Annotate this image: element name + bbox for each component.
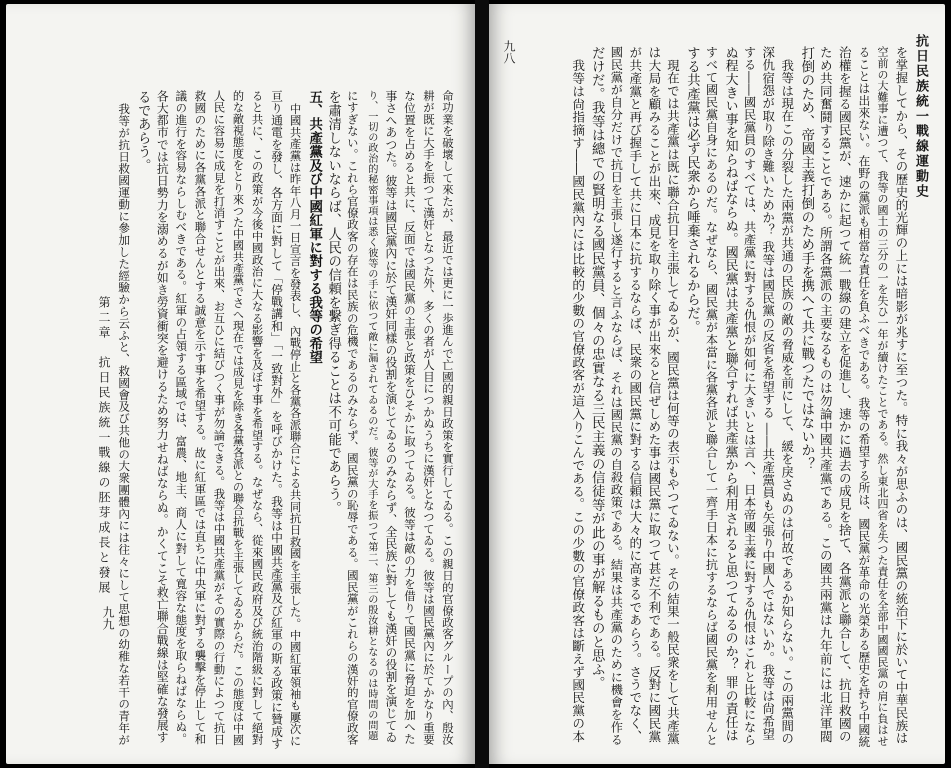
text-column: 議の進行を容易ならしむべきである。紅軍の占領する區域では、富農、地主、商人に對して寬容な態度を取らねばならぬ。	[174, 90, 189, 745]
text-column: り、一切の政治的秘密事項は悉く彼等の手に依つて敵に漏されてゐるのだ。彼等が大手を振つて第二、第三の殷汝耕となるのは時間の問題	[365, 90, 377, 741]
text-column: 命功業を破壞して來たが、最近では更に一歩進んで亡國的親日政策を實行してゐる。この親日的官僚政客グループの內、殷汝	[441, 90, 455, 746]
text-column: 現在では共產黨は既に聯合抗日を主張してゐるが、國民黨は何等の表示もやつてゐない。その結果一般民衆をして共產黨	[665, 59, 681, 746]
text-column: 亘り通電を發し、各方面に對して「停戰講和」「一致對外」を呼びかけた。我等は中國共產黨及び紅軍の斯る政策に贊成す	[269, 90, 284, 750]
text-column: 我等が抗日救國運動に參加した經驗から云ふと、救國會及び共他の大衆團體內には往々にして思想の幼稚な若干の青年が	[117, 103, 132, 746]
text-column: 耕が既に大手を振つて漢奸となつた外、多くの者が人目につかぬうちに漢奸となつてゐる。彼等は國民黨內に於てかなり重要	[421, 90, 436, 746]
text-column: する――國民黨員のすべては、共產黨に對する仇恨が如何に大きいとは言へ、日本帝國主義に對する仇恨はこれと比較になら	[742, 46, 757, 746]
text-column: 各大都市では抗日勢力を溺めるが如き勞資衝突を避けるため努力せねばならぬ。かくてこそ救亡聯合戰線は堅確な發展す	[155, 90, 170, 744]
text-column: ため共同奮鬪することである。所謂各黨派の主要なるものは勿論中國共產黨である。この國共兩黨は九年前には北洋軍閥	[817, 46, 833, 743]
text-column: すべて國民黨自身にあるのだ。なぜなら、國民黨が本當に各黨各派と聯合して一齊手日本に抗するならば國民黨を利用せんと	[704, 46, 719, 746]
right-page-text	[568, 46, 911, 750]
right-running-header: 抗日民族統一戰線運動史	[913, 34, 928, 199]
text-column: にすぎない。これら官僚政客の存在は民族の危機であるのみならず、國民黨の恥辱である。國民黨がこれらの漢奸的官僚政客	[345, 90, 360, 746]
text-column: が共產黨と再び握手して共に日本に抗するならば、民衆の國民黨に對する信頼は大々的に高まるであらう。さうでなく、	[627, 46, 643, 743]
text-column: 人民に容易に成見を打消すことが出來、お互ひに結びつく事が勿論できる。我等は中國共產黨がその實際の行動によつて抗日	[212, 90, 227, 746]
text-column: な位置を占めると共に、反面では國民黨の主張と政策をひそかに取つてゐる。彼等は敵の力を借りて國民黨に脅迫を加へた	[402, 90, 417, 745]
text-column: 打倒のため、帝國主義打倒のため手を携へて共に戰つたではないか？	[798, 46, 814, 471]
text-column: 的な敵視態度をとり來つた中國共產黨でさへ現在では成見を除き各黨各派との聯合抗戰を主張してゐるからだ。この態度は中國	[231, 90, 245, 746]
text-column: は大局を顧みることが出來、成見を取り除く事が出來ると信ぜしめた事は國民黨に取つて甚だ不利である。反對に國民黨	[646, 46, 662, 743]
text-column: 空前の大難事に遭つて、我等の國土の三分の一を失ひ一年が續けたことである。然し東北四省を失つた責任を全部中國國民黨の肩に負はせ	[875, 46, 889, 747]
left-page-number: 九九	[101, 606, 115, 630]
right-page-number: 九八	[502, 40, 516, 64]
text-column: を掌握してから、その歷史的光輝の上には暗影が兆すに至つた。特に我々が思ふのは、國民黨の統治下に於いて中華民族は	[894, 46, 909, 745]
book-gutter	[475, 0, 489, 768]
text-column: 治權を握る國民黨が、速かに起つて統一戰線の建立を促進し、速かに過去の成見を捨て、各黨派と聯合して、抗日救國の	[836, 46, 852, 743]
text-column: ると共に、この政策が今後中國政治に大なる影響を及ぼす事を希望する。なぜなら、從來國民政府及び統治階級に對して絕對	[250, 90, 265, 746]
text-column: だけだ。我等は總での賢明なる國民黨員、個々の忠實なる三民主義の信徒等が此の事が解るものと思ふ。	[589, 46, 605, 690]
text-column: 深仇宿怨が取り除き難いためか？ 我等は國民黨の反省を希望する ――共產黨員も矢張り中國人ではないか。我等は尙希望	[760, 46, 776, 741]
section-heading: 五、共產黨及び中國紅軍に對する我等の希望	[306, 90, 323, 364]
left-running-header: 第二章 抗日民族統一戰線の胚芽成長と發展	[97, 296, 111, 596]
text-column: 國民黨が自分だけで抗日を主張し遂行すると言ふならば、それは國民黨の自殺政策である。結果は共產黨のために機會を作る	[609, 46, 624, 746]
text-column: 事さへあつた。彼等は國民黨內に於て漢奸同樣の役割を演じてゐるのみならず、全民族に對しても漢奸の役割を演じてゐ	[383, 90, 398, 744]
text-column: 我等は現在この分裂した兩黨が共通の民族の敵の脅威を前にして、緩を戾さぬのは何故であるか知らない。この兩黨間の	[779, 59, 795, 746]
left-page-text	[114, 90, 457, 752]
text-column: 救國のために各黨各派と聯合せんとする誠意を示す事を希望する。故に紅軍區では直ちに中央軍に對する襲擊を停止して和	[193, 90, 208, 745]
text-column: るであらう。	[135, 90, 151, 173]
text-column: する共產黨は必ず民衆から唾棄されるからだ。	[684, 46, 700, 334]
left-page	[6, 4, 475, 764]
text-column: 我等は尙指摘す――國民黨內には比較的少數の官僚政客が這入りこんである。この少數の官僚政客は斷えず國民黨の本	[570, 59, 586, 744]
right-page	[489, 4, 945, 764]
text-column: を肅清しないならば、人民の信頼を繫ぎ得ることは不可能であらう。	[325, 90, 341, 515]
text-column: 中國共產黨は昨年八月一日宣言を發表し、內戰停止と各黨各派聯合による共同抗日救國を主張した。中國紅軍領袖も屢次に	[288, 103, 303, 747]
text-column: ぬ程大きい事を知らねばならぬ。國民黨は共產黨と聯合すれば共產黨から利用されると思つてゐるのか？ 罪の責任は	[722, 46, 738, 743]
text-column: ることは出來ない。在野の黨派も相當な責任を負ふべきである。我等の希望する所は、國民黨が革命の光榮ある歷史を持ち中國統	[856, 46, 871, 748]
